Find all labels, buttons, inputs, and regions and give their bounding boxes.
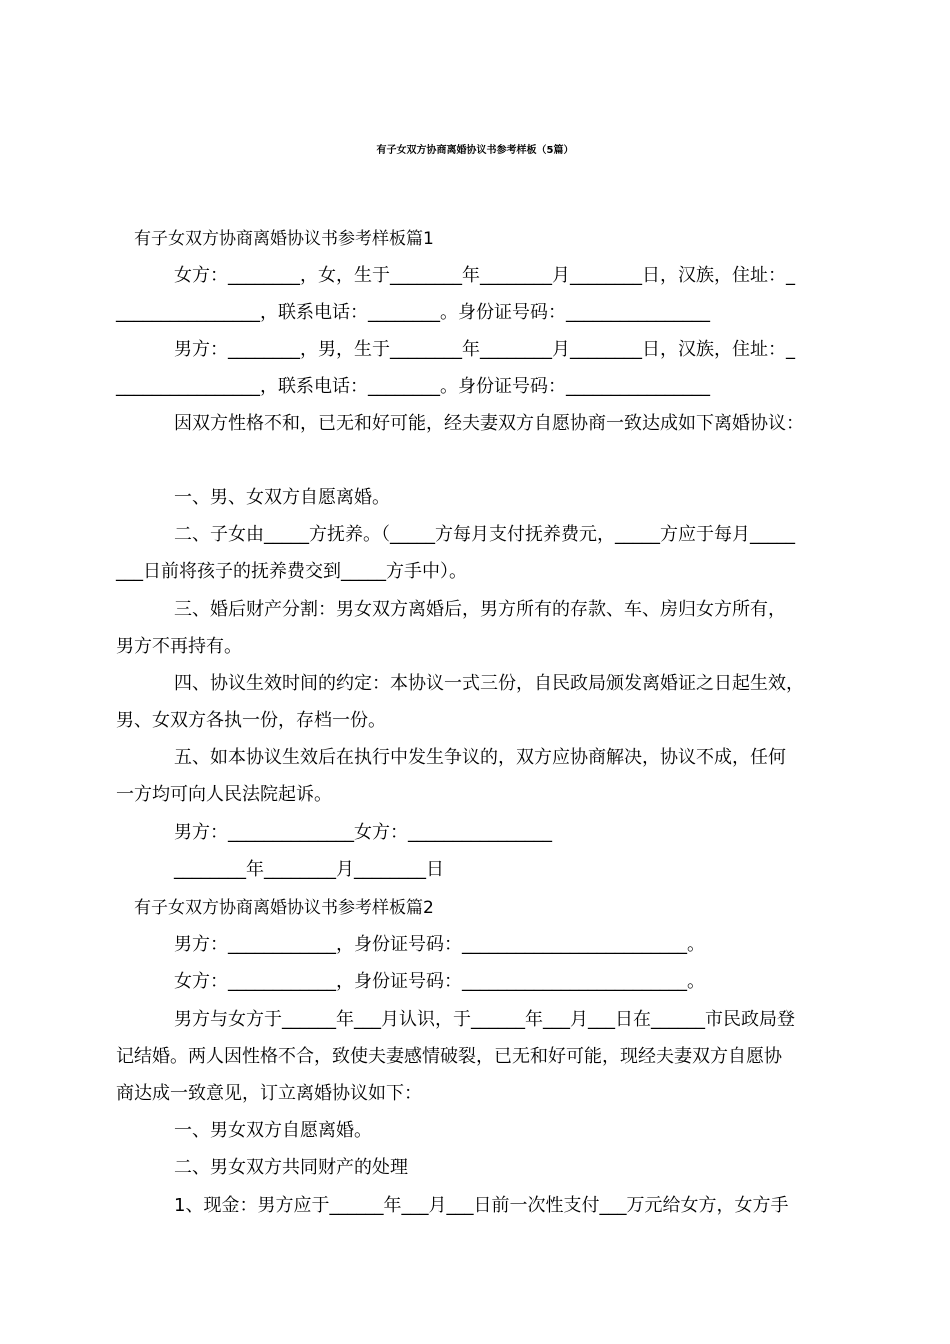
text-line: 女方：________，女，生于________年________月________日，汉族，住址：_ [174, 265, 795, 286]
text-line: 二、子女由_____方抚养。（_____方每月支付抚养费元，_____方应于每月_____ [174, 524, 795, 545]
section-heading-2: 有子女双方协商离婚协议书参考样板篇2 [134, 898, 434, 918]
text-line: 1、现金：男方应于______年___月___日前一次性支付___万元给女方，女方手 [174, 1195, 789, 1216]
text-line: 因双方性格不和，已无和好可能，经夫妻双方自愿协商一致达成如下离婚协议： [174, 413, 804, 434]
text-line: 一、男、女双方自愿离婚。 [174, 487, 390, 508]
text-line: 男方与女方于______年___月认识，于______年___月___日在______市民政局登 [174, 1009, 795, 1030]
date-line: ________年________月________日 [174, 859, 444, 880]
document-title: 有子女双方协商离婚协议书参考样板（5篇） [376, 145, 574, 156]
text-line: 四、协议生效时间的约定：本协议一式三份，自民政局颁发离婚证之日起生效， [174, 673, 804, 694]
text-line: 商达成一致意见，订立离婚协议如下： [116, 1083, 422, 1104]
text-line: 女方：____________，身份证号码：_________________________。 [174, 971, 705, 992]
text-line: ________________，联系电话：________。身份证号码：________________ [116, 302, 710, 323]
text-line: 五、如本协议生效后在执行中发生争议的，双方应协商解决，协议不成，任何 [174, 747, 786, 768]
text-line: 一方均可向人民法院起诉。 [116, 784, 332, 805]
text-line: 男方：________，男，生于________年________月________日，汉族，住址：_ [174, 339, 795, 360]
text-line: 男方不再持有。 [116, 636, 242, 657]
text-line: 二、男女双方共同财产的处理 [174, 1157, 408, 1178]
text-line: 一、男女双方自愿离婚。 [174, 1120, 372, 1141]
text-line: ________________，联系电话：________。身份证号码：________________ [116, 376, 710, 397]
section-heading-1: 有子女双方协商离婚协议书参考样板篇1 [134, 229, 434, 249]
text-line: 记结婚。两人因性格不合，致使夫妻感情破裂，已无和好可能，现经夫妻双方自愿协 [116, 1046, 782, 1067]
text-line: 三、婚后财产分割：男女双方离婚后，男方所有的存款、车、房归女方所有， [174, 599, 786, 620]
signature-line: 男方：______________女方：________________ [174, 822, 552, 843]
text-line: ___日前将孩子的抚养费交到_____方手中）。 [116, 561, 467, 582]
text-line: 男、女双方各执一份，存档一份。 [116, 710, 386, 731]
text-line: 男方：____________，身份证号码：_________________________。 [174, 934, 705, 955]
